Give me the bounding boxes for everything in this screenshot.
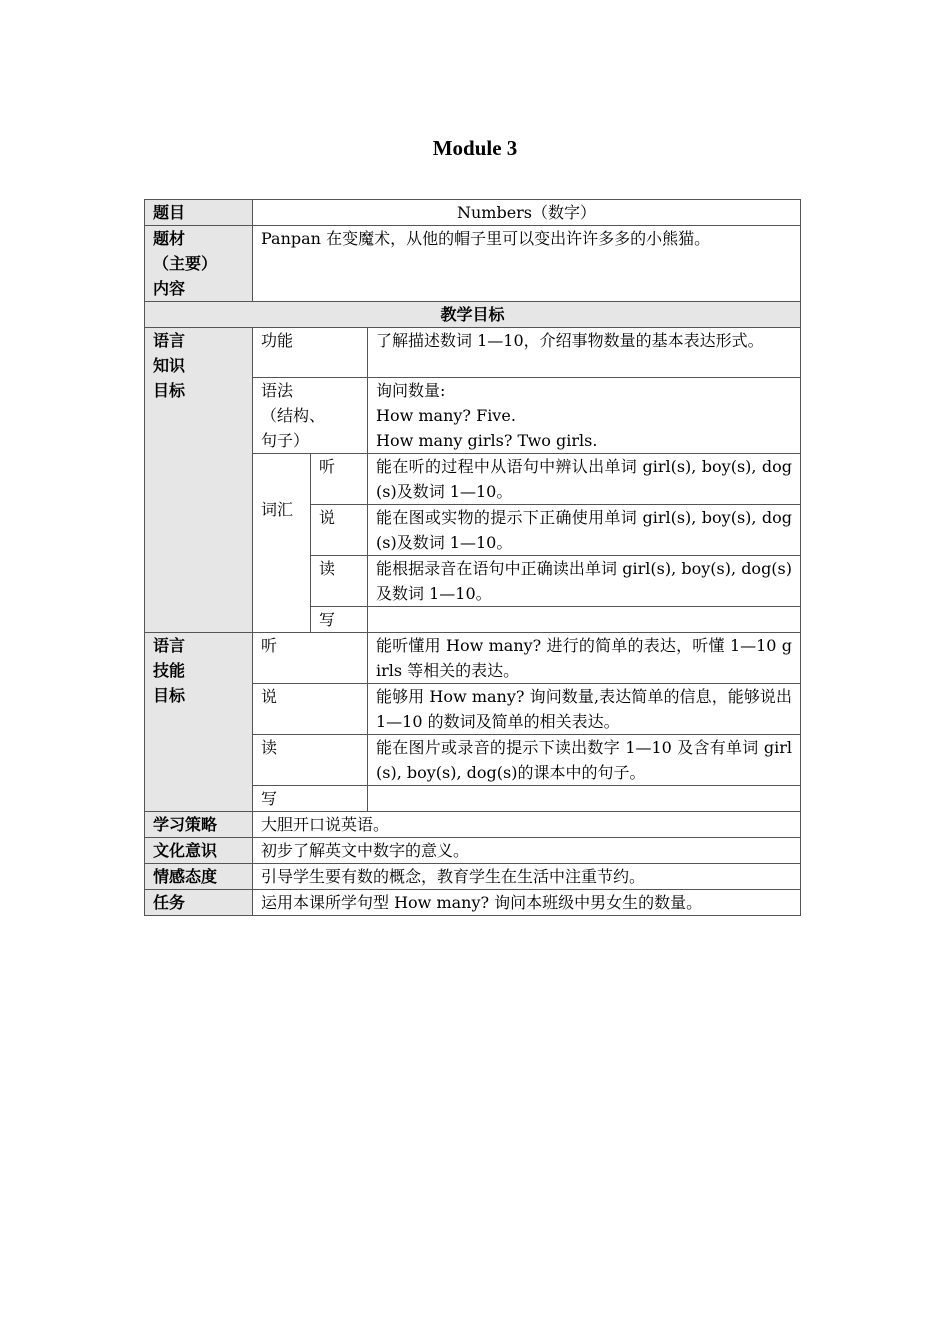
vocab-speak-value: 能在图或实物的提示下正确使用单词 girl(s), boy(s), dog(s)及数词 1—10。 bbox=[368, 505, 801, 556]
skills-write-value bbox=[368, 786, 801, 812]
objectives-header: 教学目标 bbox=[145, 302, 801, 328]
task-label: 任务 bbox=[145, 890, 253, 916]
attitude-value: 引导学生要有数的概念，教育学生在生活中注重节约。 bbox=[253, 864, 801, 890]
attitude-label: 情感态度 bbox=[145, 864, 253, 890]
knowledge-label: 语言 知识 目标 bbox=[145, 328, 253, 633]
strategy-label: 学习策略 bbox=[145, 812, 253, 838]
row-material bbox=[145, 226, 801, 302]
skills-label: 语言 技能 目标 bbox=[145, 633, 253, 812]
culture-label: 文化意识 bbox=[145, 838, 253, 864]
topic-value: Numbers（数字） bbox=[253, 200, 801, 226]
skills-read-value: 能在图片或录音的提示下读出数字 1—10 及含有单词 girl(s), boy(s), dog(s)的课本中的句子。 bbox=[368, 735, 801, 786]
vocab-speak-label: 说 bbox=[311, 505, 368, 556]
culture-value: 初步了解英文中数字的意义。 bbox=[253, 838, 801, 864]
row-task bbox=[145, 890, 801, 916]
vocab-write-value bbox=[368, 607, 801, 633]
row-culture bbox=[145, 838, 801, 864]
skills-speak-label: 说 bbox=[253, 684, 368, 735]
skills-listen-value: 能听懂用 How many? 进行的简单的表达，听懂 1—10 girls 等相关的表达。 bbox=[368, 633, 801, 684]
function-value: 了解描述数词 1—10，介绍事物数量的基本表达形式。 bbox=[368, 328, 801, 378]
row-topic bbox=[145, 200, 801, 226]
topic-label: 题目 bbox=[145, 200, 253, 226]
strategy-value: 大胆开口说英语。 bbox=[253, 812, 801, 838]
task-value: 运用本课所学句型 How many? 询问本班级中男女生的数量。 bbox=[253, 890, 801, 916]
lesson-plan-table bbox=[144, 199, 801, 916]
material-value: Panpan 在变魔术，从他的帽子里可以变出许许多多的小熊猫。 bbox=[253, 226, 801, 302]
skills-write-label: 写 bbox=[253, 786, 368, 812]
grammar-label: 语法 （结构、 句子） bbox=[253, 378, 368, 454]
skills-speak-value: 能够用 How many? 询问数量,表达简单的信息，能够说出 1—10 的数词及简单的相关表达。 bbox=[368, 684, 801, 735]
vocab-read-label: 读 bbox=[311, 556, 368, 607]
vocab-label: 词汇 bbox=[253, 454, 311, 633]
skills-listen-label: 听 bbox=[253, 633, 368, 684]
vocab-write-label: 写 bbox=[311, 607, 368, 633]
vocab-read-value: 能根据录音在语句中正确读出单词 girl(s), boy(s), dog(s) 及数词 1—10。 bbox=[368, 556, 801, 607]
skills-read-label: 读 bbox=[253, 735, 368, 786]
page-title: Module 3 bbox=[432, 136, 518, 160]
row-skills-listen bbox=[145, 633, 801, 684]
material-label: 题材 （主要） 内容 bbox=[145, 226, 253, 302]
vocab-listen-value: 能在听的过程中从语句中辨认出单词 girl(s), boy(s), dog(s)及数词 1—10。 bbox=[368, 454, 801, 505]
function-label: 功能 bbox=[253, 328, 368, 378]
row-function bbox=[145, 328, 801, 378]
row-objectives-header bbox=[145, 302, 801, 328]
row-attitude bbox=[145, 864, 801, 890]
grammar-value: 询问数量: How many? Five. How many girls? Two girls. bbox=[368, 378, 801, 454]
row-strategy bbox=[145, 812, 801, 838]
vocab-listen-label: 听 bbox=[311, 454, 368, 505]
